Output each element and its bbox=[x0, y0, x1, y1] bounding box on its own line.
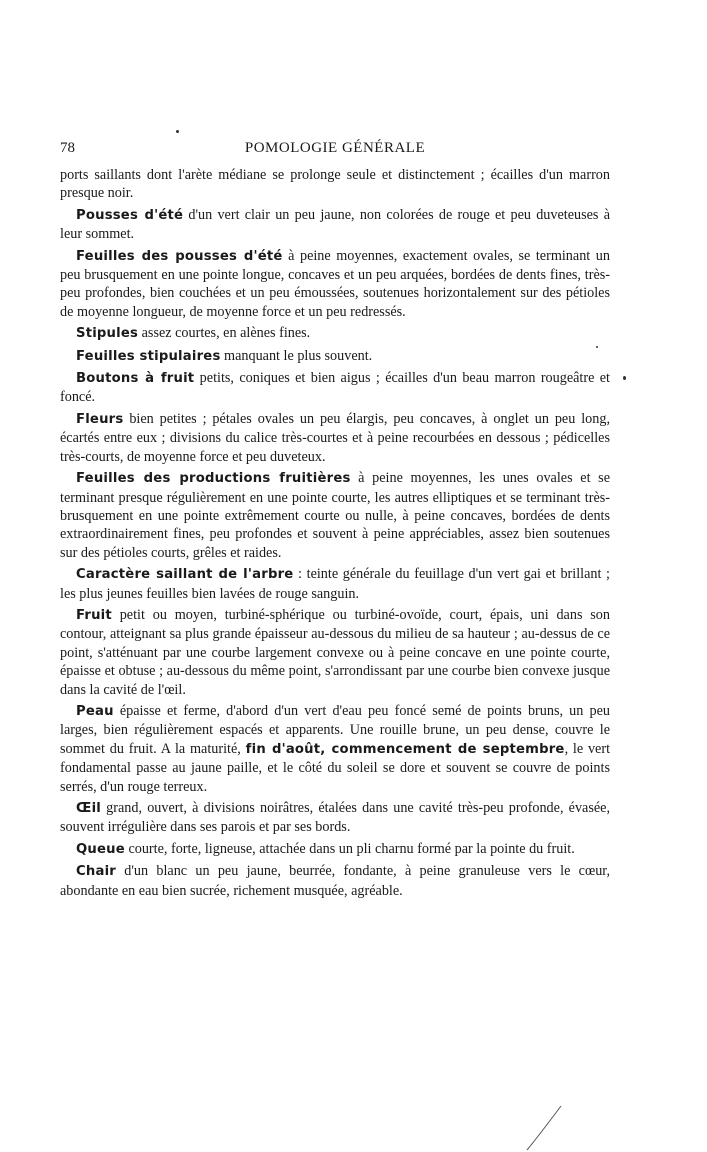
paragraph-text: courte, forte, ligneuse, attachée dans un pli charnu formé par la pointe du fruit. bbox=[124, 840, 575, 857]
descriptor-term: Feuilles stipulaires bbox=[76, 348, 221, 364]
descriptor-term: Boutons à fruit bbox=[76, 371, 195, 387]
paragraph-text: petits, coniques et bien aigus ; écailles d'un beau marron rougeâtre et foncé. bbox=[60, 370, 610, 406]
paragraph-text: d'un vert clair un peu jaune, non colorées de rouge et peu duveteuses à leur sommet. bbox=[60, 206, 610, 243]
paragraph bbox=[60, 469, 610, 562]
descriptor-term: Feuilles des pousses d'été bbox=[76, 248, 283, 264]
running-title: POMOLOGIE GÉNÉRALE bbox=[244, 140, 426, 156]
paragraph-text: grand, ouvert, à divisions noirâtres, étalées dans une cavité très-peu profonde, évasée, souvent irrégulière dans ses parois et par ses bords. bbox=[60, 800, 610, 836]
descriptor-term: Chair bbox=[76, 864, 116, 880]
scan-speck bbox=[623, 376, 626, 380]
paragraph bbox=[60, 702, 610, 796]
paragraph bbox=[60, 247, 610, 322]
paragraph bbox=[60, 606, 610, 699]
paragraph-text: à peine moyennes, exactement ovales, se terminant un peu brusquement en une pointe longue, concaves et un peu arquées, bordées de dents fines, très-peu profondes, bien couchées et un peu émoussées, soutenues horizontalement sur des pétioles de moyenne longueur, de moyenne force et un peu redressés. bbox=[60, 247, 610, 320]
descriptor-term: Peau bbox=[76, 703, 114, 719]
descriptor-term: Œil bbox=[76, 801, 102, 816]
paragraph bbox=[60, 410, 610, 466]
paragraph bbox=[60, 565, 610, 603]
paragraph-text: manquant le plus souvent. bbox=[220, 347, 373, 364]
paragraph-text: ports saillants dont l'arète médiane se prolonge seule et distinctement ; écailles d'un marron presque noir. bbox=[60, 167, 610, 202]
descriptor-term: Fleurs bbox=[76, 411, 124, 427]
paragraph bbox=[60, 840, 610, 859]
paragraph-text: , le vert fondamental passe au jaune paille, et le côté du soleil se dore et souvent se couvre de points serrés, d'un rouge terreux. bbox=[60, 740, 611, 795]
body-text bbox=[60, 166, 610, 900]
paragraph bbox=[60, 799, 610, 837]
paragraph-text: petit ou moyen, turbiné-sphérique ou turbiné-ovoïde, court, épais, uni dans son contour, atteignant sa plus grande épaisseur au-dessous du milieu de sa hauteur ; au-dessus de ce point, s'atténuant par une courbe largement convexe ou à peine concave en une pointe courte, épaisse et obtuse ; au-dessous du même point, s'arrondissant par une courbe bien convexe jusque dans la cavité de l'œil. bbox=[60, 606, 610, 698]
page-number: 78 bbox=[60, 140, 75, 156]
paragraph bbox=[60, 166, 610, 203]
paragraph bbox=[60, 862, 610, 900]
paragraph-text: : teinte générale du feuillage d'un vert gai et brillant ; les plus jeunes feuilles bien lavées de rouge sanguin. bbox=[60, 566, 610, 602]
paragraph-text: bien petites ; pétales ovales un peu élargis, peu concaves, à onglet un peu long, écartés entre eux ; divisions du calice très-courtes et à peine recourbées en dessous ; pédicelles très-courts, de moyenne force et peu duveteux. bbox=[60, 410, 610, 465]
scan-speck bbox=[596, 346, 598, 348]
paragraph bbox=[60, 347, 610, 366]
descriptor-term: Feuilles des productions fruitières bbox=[76, 471, 351, 487]
descriptor-term: Caractère saillant de l'arbre bbox=[76, 567, 294, 583]
descriptor-term: Pousses d'été bbox=[76, 207, 184, 223]
paragraph bbox=[60, 369, 610, 407]
paragraph-text: à peine moyennes, les unes ovales et se terminant presque régulièrement en une pointe courte, les autres elliptiques et se terminant très-brusquement en une pointe extrêmement courte ou nulle, à peine concaves, bordées de dents extraordinairement fines, peu profondes et souvent à peine appréciables, assez bien soutenues sur des pétioles courts, grêles et raides. bbox=[60, 470, 610, 561]
paragraph-text: d'un blanc un peu jaune, beurrée, fondante, à peine granuleuse vers le cœur, abondante en eau bien sucrée, richement musquée, agréable. bbox=[60, 863, 610, 899]
book-page bbox=[60, 140, 610, 903]
page-header bbox=[60, 140, 610, 162]
pencil-mark bbox=[525, 1102, 565, 1152]
paragraph bbox=[60, 324, 610, 343]
descriptor-term: Queue bbox=[76, 841, 125, 857]
descriptor-term: fin d'août, commencement de septembre bbox=[245, 741, 565, 757]
scan-speck bbox=[176, 130, 179, 133]
descriptor-term: Fruit bbox=[76, 607, 112, 623]
paragraph-text: assez courtes, en alènes fines. bbox=[138, 325, 311, 342]
paragraph-text: épaisse et ferme, d'abord d'un vert d'eau peu foncé semé de points bruns, un peu larges, bien régulièrement espacés et apparents. Une rouille brune, un peu dense, couvre le sommet du fruit. A la maturité, bbox=[60, 702, 610, 757]
paragraph bbox=[60, 206, 610, 244]
descriptor-term: Stipules bbox=[76, 326, 139, 342]
